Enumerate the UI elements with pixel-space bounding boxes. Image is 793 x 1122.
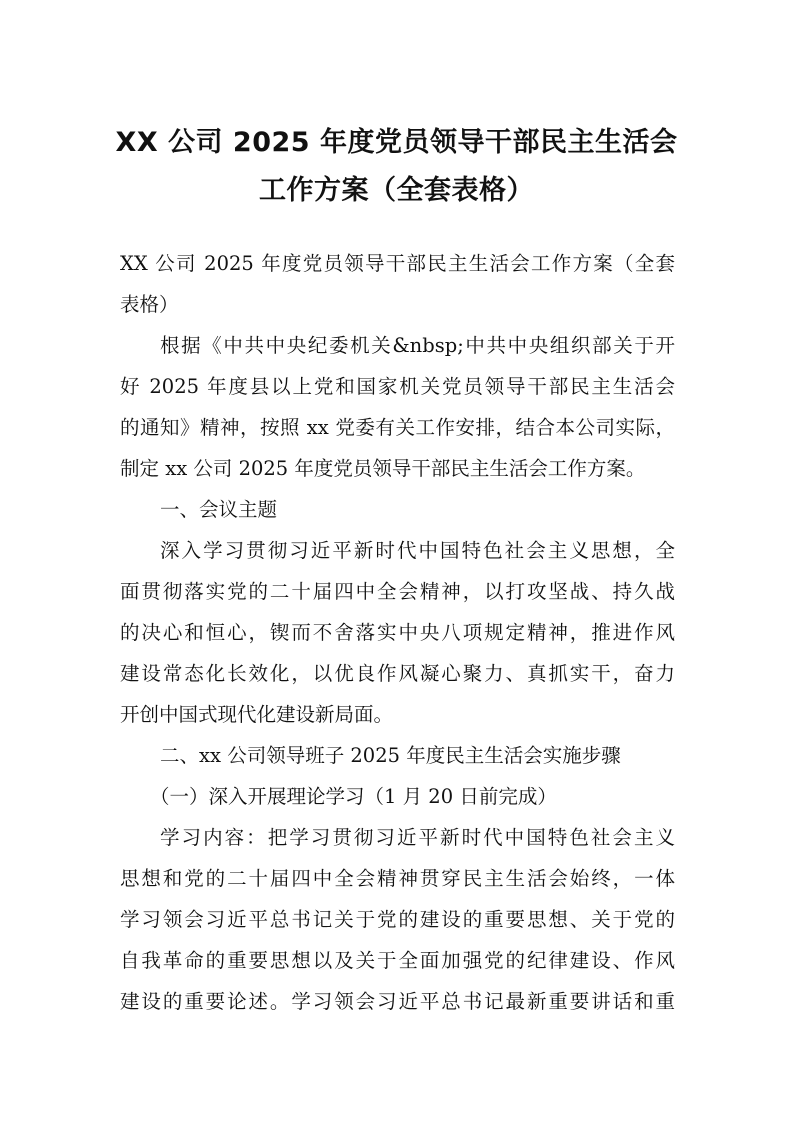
subsection-heading: （一）深入开展理论学习（1 月 20 日前完成） xyxy=(150,785,557,808)
paragraph-line: 自我革命的重要思想以及关于全面加强党的纪律建设、作风 xyxy=(120,949,675,972)
document-title-line-2: 工作方案（全套表格） xyxy=(259,175,534,206)
paragraph-line: 深入学习贯彻习近平新时代中国特色社会主义思想，全 xyxy=(160,539,675,562)
document-title-line-1: XX 公司 2025 年度党员领导干部民主生活会 xyxy=(115,127,678,158)
subtitle-line: 表格） xyxy=(120,293,179,316)
paragraph-line: 根据《中共中央纪委机关&nbsp;中共中央组织部关于开 xyxy=(160,334,675,357)
paragraph-line: 的决心和恒心，锲而不舍落实中央八项规定精神，推进作风 xyxy=(120,621,675,644)
paragraph-line: 好 2025 年度县以上党和国家机关党员领导干部民主生活会 xyxy=(120,375,675,398)
subtitle-line: XX 公司 2025 年度党员领导干部民主生活会工作方案（全套 xyxy=(120,252,675,275)
paragraph-line: 开创中国式现代化建设新局面。 xyxy=(120,703,394,726)
paragraph-line: 思想和党的二十届四中全会精神贯穿民主生活会始终，一体 xyxy=(120,867,675,890)
paragraph-line: 面贯彻落实党的二十届四中全会精神，以打攻坚战、持久战 xyxy=(120,580,675,603)
paragraph-line: 学习内容：把学习贯彻习近平新时代中国特色社会主义 xyxy=(160,826,675,849)
section-heading: 一、会议主题 xyxy=(160,498,278,521)
paragraph-line: 制定 xx 公司 2025 年度党员领导干部民主生活会工作方案。 xyxy=(120,457,646,480)
paragraph-line: 的通知》精神，按照 xx 党委有关工作安排，结合本公司实际， xyxy=(120,416,675,439)
paragraph-line: 建设的重要论述。学习领会习近平总书记最新重要讲话和重 xyxy=(120,990,675,1013)
section-heading: 二、xx 公司领导班子 2025 年度民主生活会实施步骤 xyxy=(160,744,621,767)
paragraph-line: 学习领会习近平总书记关于党的建设的重要思想、关于党的 xyxy=(120,908,675,931)
paragraph-line: 建设常态化长效化，以优良作风凝心聚力、真抓实干，奋力 xyxy=(120,662,675,685)
